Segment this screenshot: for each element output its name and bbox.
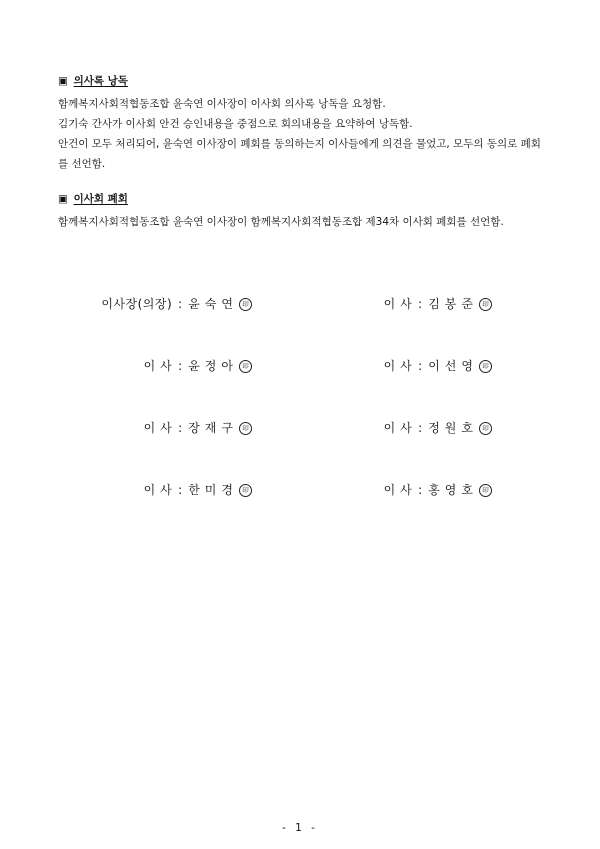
seal-icon: 印 bbox=[479, 298, 492, 311]
signature-entry bbox=[384, 420, 492, 436]
signature-entry bbox=[144, 482, 252, 498]
signer-name: 윤숙연 bbox=[188, 297, 238, 311]
colon: : bbox=[418, 421, 423, 435]
seal-icon: 印 bbox=[239, 298, 252, 311]
signature-row bbox=[0, 420, 600, 482]
signer-role: 이 사 bbox=[143, 359, 173, 373]
section-heading bbox=[58, 192, 548, 206]
signer-name: 홍영호 bbox=[428, 483, 478, 497]
seal-icon: 印 bbox=[239, 360, 252, 373]
seal-icon: 印 bbox=[479, 360, 492, 373]
signature-entry bbox=[101, 296, 252, 312]
signer-name: 윤정아 bbox=[188, 359, 238, 373]
signer-role: 이사장(의장) bbox=[101, 297, 173, 311]
signer-role: 이 사 bbox=[383, 421, 413, 435]
section-minutes-reading bbox=[58, 74, 548, 174]
colon: : bbox=[418, 483, 423, 497]
signature-entry bbox=[384, 296, 492, 312]
colon: : bbox=[178, 483, 183, 497]
signature-entry bbox=[384, 482, 492, 498]
signature-entry bbox=[384, 358, 492, 374]
square-bullet-icon: ▣ bbox=[58, 75, 68, 87]
signer-role: 이 사 bbox=[383, 297, 413, 311]
signature-row bbox=[0, 358, 600, 420]
section-title: 이사회 폐회 bbox=[73, 193, 128, 205]
paragraph: 함께복지사회적협동조합 윤숙연 이사장이 이사회 의사록 낭독을 요청함. bbox=[58, 98, 386, 110]
signature-row bbox=[0, 482, 600, 544]
signer-role: 이 사 bbox=[383, 483, 413, 497]
colon: : bbox=[178, 297, 183, 311]
signer-role: 이 사 bbox=[143, 483, 173, 497]
seal-icon: 印 bbox=[479, 422, 492, 435]
section-title: 의사록 낭독 bbox=[73, 75, 128, 87]
signature-entry bbox=[144, 358, 252, 374]
section-closing bbox=[58, 192, 548, 232]
paragraph: 함께복지사회적협동조합 윤숙연 이사장이 함께복지사회적협동조합 제34차 이사회 폐회를 선언함. bbox=[58, 216, 504, 228]
signature-entry bbox=[144, 420, 252, 436]
colon: : bbox=[418, 359, 423, 373]
paragraph: 김기숙 간사가 이사회 안건 승인내용을 중점으로 회의내용을 요약하여 낭독함. bbox=[58, 118, 413, 130]
signer-name: 한미경 bbox=[188, 483, 238, 497]
signer-name: 이선영 bbox=[428, 359, 478, 373]
signer-name: 김봉준 bbox=[428, 297, 478, 311]
paragraph: 안건이 모두 처리되어, 윤숙연 이사장이 폐회를 동의하는지 이사들에게 의견을 물었고, 모두의 동의로 폐회를 선언함. bbox=[58, 138, 541, 170]
colon: : bbox=[178, 421, 183, 435]
square-bullet-icon: ▣ bbox=[58, 193, 68, 205]
seal-icon: 印 bbox=[479, 484, 492, 497]
page-number: - 1 - bbox=[282, 822, 318, 834]
signer-role: 이 사 bbox=[143, 421, 173, 435]
signature-row bbox=[0, 296, 600, 358]
seal-icon: 印 bbox=[239, 484, 252, 497]
signer-role: 이 사 bbox=[383, 359, 413, 373]
section-heading bbox=[58, 74, 548, 88]
signer-name: 장재구 bbox=[188, 421, 238, 435]
seal-icon: 印 bbox=[239, 422, 252, 435]
colon: : bbox=[178, 359, 183, 373]
signer-name: 정원호 bbox=[428, 421, 478, 435]
colon: : bbox=[418, 297, 423, 311]
signature-block bbox=[0, 296, 600, 544]
